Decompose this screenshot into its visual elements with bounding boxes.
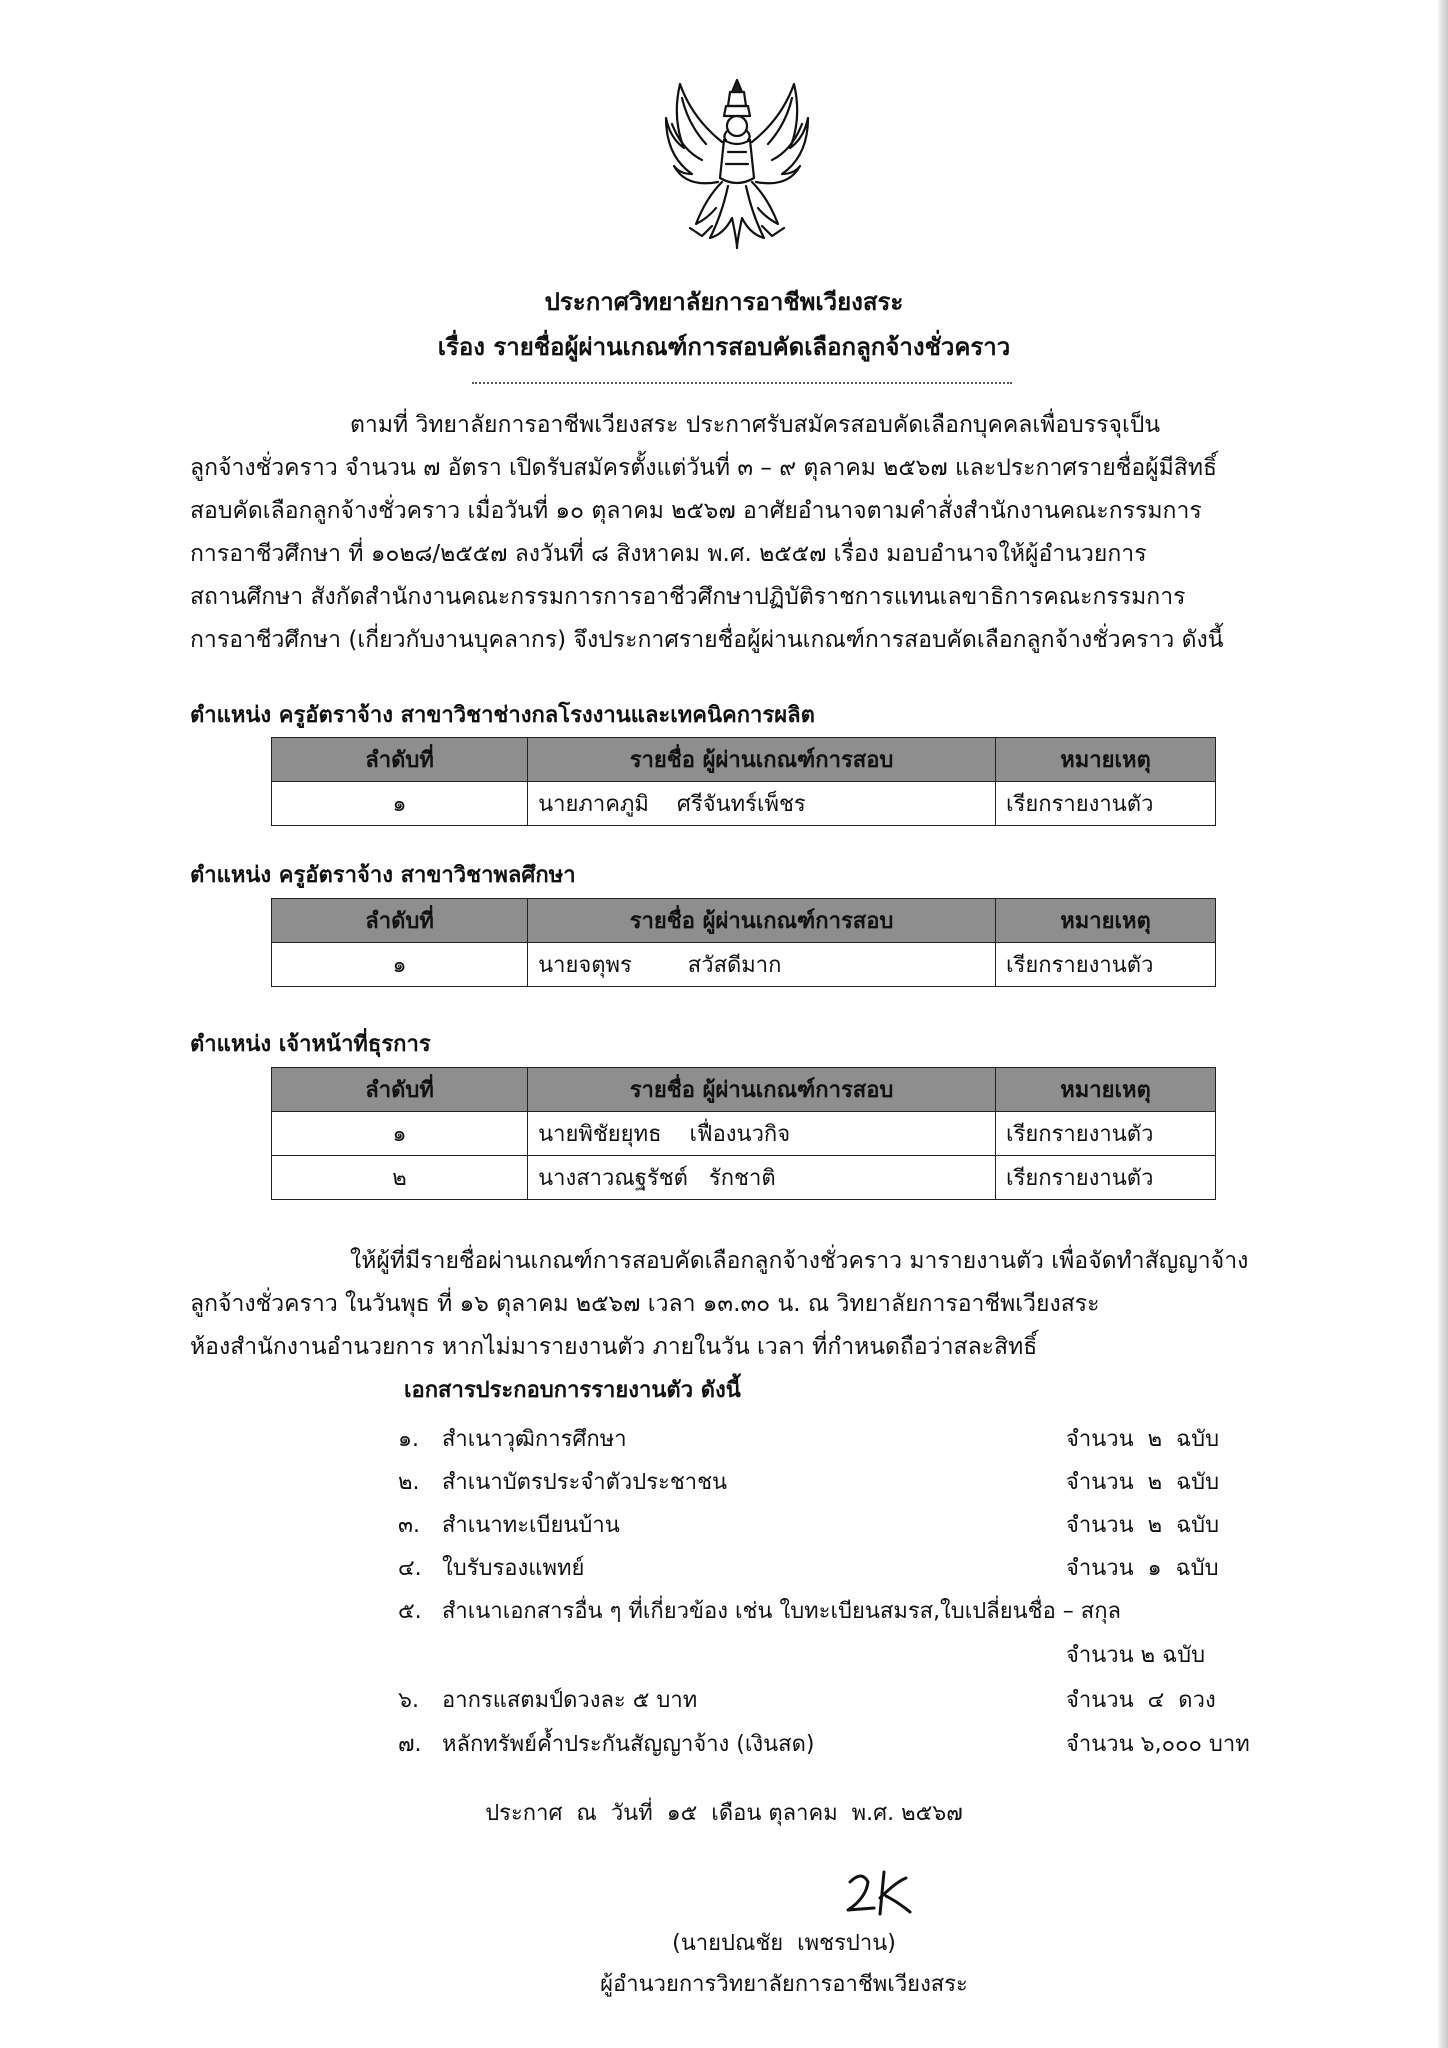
intro-line: สอบคัดเลือกลูกจ้างชั่วคราว เมื่อวันที่ ๑๐ ตุลาคม ๒๕๖๗ อาศัยอำนาจตามคำสั่งสำนักงานคณะกรรมการ — [190, 498, 1202, 524]
intro-line: การอาชีวศึกษา ที่ ๑๐๒๘/๒๕๕๗ ลงวันที่ ๘ สิงหาคม พ.ศ. ๒๕๕๗ เรื่อง มอบอำนาจให้ผู้อำนวยการ — [190, 541, 1147, 567]
intro-line: สถานศึกษา สังกัดสำนักงานคณะกรรมการการอาชีวศึกษาปฏิบัติราชการแทนเลขาธิการคณะกรรมการ — [190, 584, 1186, 610]
table-header-row — [272, 1068, 1216, 1112]
document-item — [398, 1637, 1278, 1677]
item-number: ๔. — [398, 1556, 422, 1581]
document-item — [398, 1682, 1278, 1722]
signer-title: ผู้อำนวยการวิทยาลัยการอาชีพเวียงสระ — [600, 1972, 968, 1997]
item-quantity: จำนวน ๒ ฉบับ — [1066, 1470, 1220, 1495]
intro-paragraph — [190, 404, 1300, 662]
report-line: ให้ผู้ที่มีรายชื่อผ่านเกณฑ์การสอบคัดเลือกลูกจ้างชั่วคราว มารายงานตัว เพื่อจัดทำสัญญาจ้าง — [350, 1248, 1249, 1274]
header-name: รายชื่อ ผู้ผ่านเกณฑ์การสอบ — [528, 738, 996, 782]
position-title-3: ตำแหน่ง เจ้าหน้าที่ธุรการ — [190, 1032, 431, 1057]
cell-name: นายภาคภูมิ ศรีจันทร์เพ็ชร — [528, 782, 996, 826]
item-number: ๒. — [398, 1470, 420, 1495]
item-number: ๕. — [398, 1599, 422, 1624]
cell-order: ๑ — [272, 1112, 528, 1156]
item-number: ๖. — [398, 1688, 419, 1713]
header-note: หมายเหตุ — [996, 899, 1216, 943]
intro-line: ตามที่ วิทยาลัยการอาชีพเวียงสระ ประกาศรับสมัครสอบคัดเลือกบุคคลเพื่อบรรจุเป็น — [350, 412, 1161, 438]
document-item — [398, 1464, 1278, 1504]
document-item — [398, 1726, 1278, 1766]
item-text: สำเนาเอกสารอื่น ๆ ที่เกี่ยวข้อง เช่น ใบทะเบียนสมรส,ใบเปลี่ยนชื่อ – สกุล — [442, 1599, 1122, 1624]
item-quantity: จำนวน ๒ ฉบับ — [1066, 1427, 1220, 1452]
table-row — [272, 1156, 1216, 1200]
item-text: สำเนาวุฒิการศึกษา — [442, 1427, 627, 1452]
header-note: หมายเหตุ — [996, 1068, 1216, 1112]
position-title-2: ตำแหน่ง ครูอัตราจ้าง สาขาวิชาพลศึกษา — [190, 863, 576, 888]
document-subject: เรื่อง รายชื่อผู้ผ่านเกณฑ์การสอบคัดเลือกลูกจ้างชั่วคราว — [437, 333, 1011, 361]
report-paragraph — [190, 1240, 1300, 1369]
table-header-row — [272, 738, 1216, 782]
signer-name: (นายปณชัย เพชรปาน) — [672, 1931, 896, 1956]
cell-note: เรียกรายงานตัว — [996, 1156, 1216, 1200]
results-table-3 — [271, 1067, 1216, 1200]
header-note: หมายเหตุ — [996, 738, 1216, 782]
header-name: รายชื่อ ผู้ผ่านเกณฑ์การสอบ — [528, 899, 996, 943]
header-order: ลำดับที่ — [272, 738, 528, 782]
cell-note: เรียกรายงานตัว — [996, 782, 1216, 826]
cell-order: ๑ — [272, 782, 528, 826]
document-title: ประกาศวิทยาลัยการอาชีพเวียงสระ — [544, 288, 904, 316]
header-order: ลำดับที่ — [272, 899, 528, 943]
cell-name: นายพิชัยยุทธ เฟื่องนวกิจ — [528, 1112, 996, 1156]
position-title-1: ตำแหน่ง ครูอัตราจ้าง สาขาวิชาช่างกลโรงงานและเทคนิคการผลิต — [190, 703, 815, 728]
table-row — [272, 782, 1216, 826]
documents-title: เอกสารประกอบการรายงานตัว ดังนี้ — [404, 1378, 741, 1403]
cell-order: ๒ — [272, 1156, 528, 1200]
cell-order: ๑ — [272, 943, 528, 987]
document-item — [398, 1507, 1278, 1547]
announce-date: ประกาศ ณ วันที่ ๑๕ เดือน ตุลาคม พ.ศ. ๒๕๖๗ — [485, 1801, 963, 1826]
item-quantity: จำนวน ๔ ดวง — [1066, 1688, 1216, 1713]
item-quantity: จำนวน ๒ ฉบับ — [1066, 1513, 1220, 1538]
cell-name: นายจตุพร สวัสดีมาก — [528, 943, 996, 987]
results-table-1 — [271, 737, 1216, 826]
document-item — [398, 1421, 1278, 1461]
table-header-row — [272, 899, 1216, 943]
item-quantity: จำนวน ๑ ฉบับ — [1066, 1556, 1219, 1581]
report-line: ลูกจ้างชั่วคราว ในวันพุธ ที่ ๑๖ ตุลาคม ๒๕๖๗ เวลา ๑๓.๓๐ น. ณ วิทยาลัยการอาชีพเวียงสระ — [190, 1291, 1100, 1317]
cell-note: เรียกรายงานตัว — [996, 943, 1216, 987]
intro-line: การอาชีวศึกษา (เกี่ยวกับงานบุคลากร) จึงประกาศรายชื่อผู้ผ่านเกณฑ์การสอบคัดเลือกลูกจ้างชั่วคราว ดังนี้ — [190, 627, 1224, 653]
document-item — [398, 1593, 1278, 1633]
item-text: ใบรับรองแพทย์ — [442, 1556, 585, 1581]
item-number: ๗. — [398, 1732, 422, 1757]
header-order: ลำดับที่ — [272, 1068, 528, 1112]
item-text: สำเนาบัตรประจำตัวประชาชน — [442, 1470, 728, 1495]
garuda-emblem-icon — [662, 78, 812, 250]
header-name: รายชื่อ ผู้ผ่านเกณฑ์การสอบ — [528, 1068, 996, 1112]
item-quantity: จำนวน ๖,๐๐๐ บาท — [1066, 1732, 1250, 1757]
item-number: ๓. — [398, 1513, 421, 1538]
table-row — [272, 943, 1216, 987]
item-number: ๑. — [398, 1427, 419, 1452]
item-text: หลักทรัพย์ค้ำประกันสัญญาจ้าง (เงินสด) — [442, 1732, 815, 1757]
table-row — [272, 1112, 1216, 1156]
item-quantity: จำนวน ๒ ฉบับ — [1066, 1643, 1206, 1668]
cell-name: นางสาวณฐรัชต์ รักชาติ — [528, 1156, 996, 1200]
report-line: ห้องสำนักงานอำนวยการ หากไม่มารายงานตัว ภายในวัน เวลา ที่กำหนดถือว่าสละสิทธิ์ — [190, 1334, 1038, 1360]
signature-icon — [840, 1868, 920, 1918]
item-text: สำเนาทะเบียนบ้าน — [442, 1513, 620, 1538]
results-table-2 — [271, 898, 1216, 987]
item-text: อากรแสตมป์ดวงละ ๕ บาท — [442, 1688, 698, 1713]
cell-note: เรียกรายงานตัว — [996, 1112, 1216, 1156]
document-item — [398, 1550, 1278, 1590]
intro-line: ลูกจ้างชั่วคราว จำนวน ๗ อัตรา เปิดรับสมัครตั้งแต่วันที่ ๓ – ๙ ตุลาคม ๒๕๖๗ และประกาศรายชื่อผู้มีสิทธิ์ — [190, 455, 1218, 481]
dotted-divider — [472, 382, 1012, 384]
